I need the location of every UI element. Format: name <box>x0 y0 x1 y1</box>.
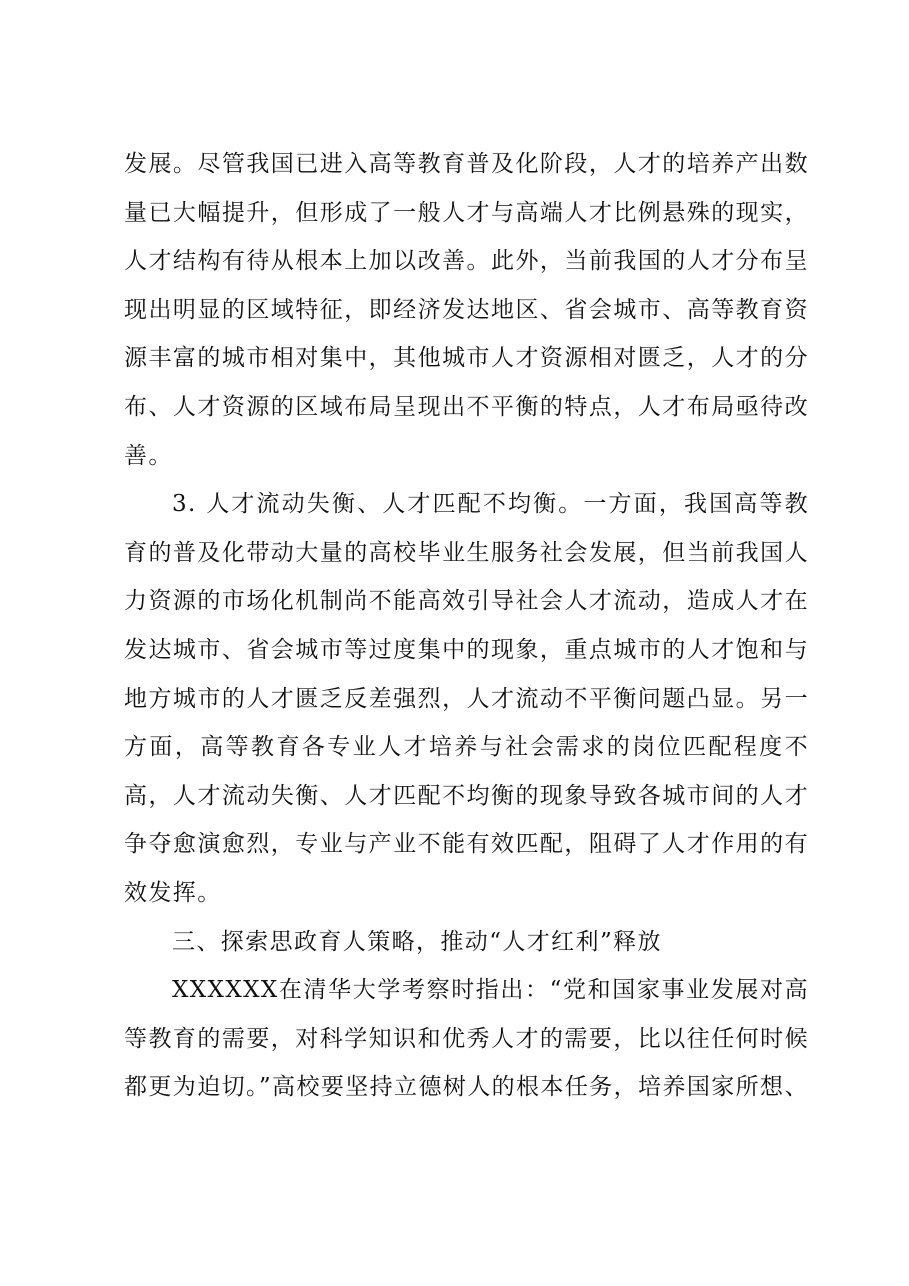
section-heading: 三、探索思政育人策略，推动“人才红利”释放 <box>172 928 662 955</box>
document-body <box>124 140 809 1112</box>
paragraph-talent-structure: 发展。尽管我国已进入高等教育普及化阶段，人才的培养产出数量已大幅提升，但形成了一般人才与高端人才比例悬殊的现实，人才结构有待从根本上加以改善。此外，当前我国的人才分布呈现出明显的区域特征，即经济发达地区、省会城市、高等教育资源丰富的城市相对集中，其他城市人才资源相对匮乏，人才的分布、人才资源的区域布局呈现出不平衡的特点，人才布局亟待改善。 <box>124 151 809 469</box>
paragraph-talent-flow: 3. 人才流动失衡、人才匹配不均衡。一方面，我国高等教育的普及化带动大量的高校毕业生服务社会发展，但当前我国人力资源的市场化机制尚不能高效引导社会人才流动，造成人才在发达城市、省会城市等过度集中的现象，重点城市的人才饱和与地方城市的人才匮乏反差强烈，人才流动不平衡问题凸显。另一方面，高等教育各专业人才培养与社会需求的岗位匹配程度不高，人才流动失衡、人才匹配不均衡的现象导致各城市间的人才争夺愈演愈烈，专业与产业不能有效匹配，阻碍了人才作用的有效发挥。 <box>124 491 809 906</box>
paragraph-quote: XXXXXX在清华大学考察时指出：“党和国家事业发展对高等教育的需要，对科学知识和优秀人才的需要，比以往任何时候都更为迫切。”高校要坚持立德树人的根本任务，培养国家所想、 <box>124 977 809 1101</box>
